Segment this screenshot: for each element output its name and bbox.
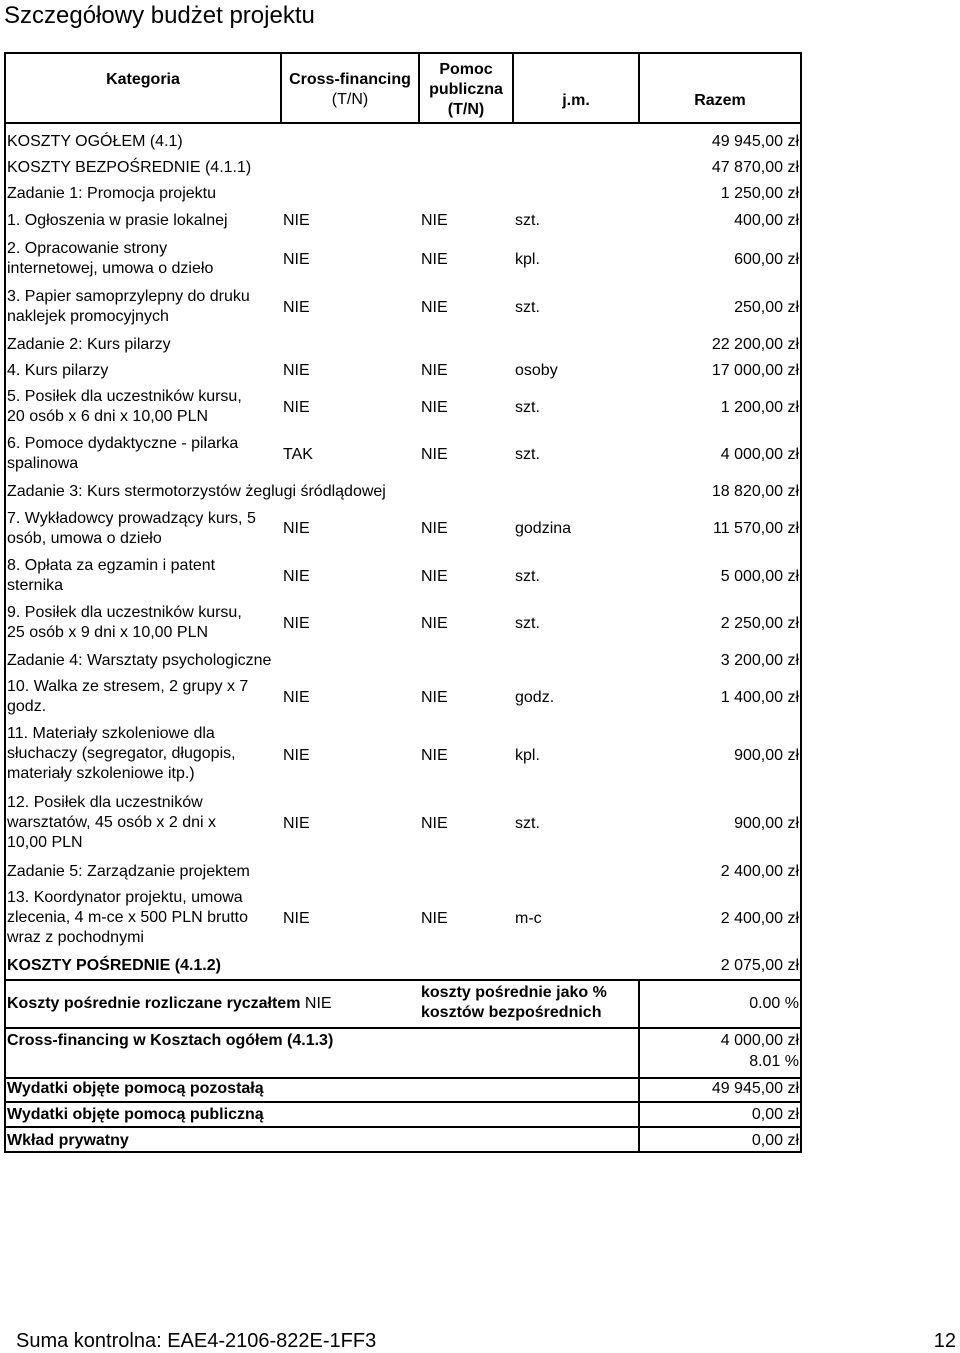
row-jm: kpl.: [515, 747, 540, 764]
row-pomoc: NIE: [421, 910, 448, 927]
row-label: 9. Posiłek dla uczestników kursu, 25 osób x 9 dni x 10,00 PLN: [7, 604, 242, 641]
row-label: KOSZTY BEZPOŚREDNIE (4.1.1): [7, 159, 252, 176]
row-label: KOSZTY OGÓŁEM (4.1): [7, 133, 183, 150]
header-jm: j.m.: [562, 92, 590, 109]
cross-financing-label: Cross-financing w Kosztach ogółem (4.1.3): [7, 1032, 334, 1049]
row-pomoc: NIE: [421, 399, 448, 416]
row-jm: szt.: [515, 299, 540, 316]
row-jm: szt.: [515, 399, 540, 416]
page-title: Szczegółowy budżet projektu: [4, 2, 315, 29]
row-jm: szt.: [515, 568, 540, 585]
row-razem: 900,00 zł: [734, 747, 799, 764]
header-razem: Razem: [694, 92, 746, 109]
page-number: 12: [933, 1330, 956, 1352]
row-label: 12. Posiłek dla uczestników warsztatów, 45 osób x 2 dni x 10,00 PLN: [7, 794, 216, 851]
cross-financing-percent: 8.01 %: [749, 1053, 799, 1070]
row-jm: osoby: [515, 362, 558, 379]
task-heading: Zadanie 5: Zarządzanie projektem: [7, 863, 250, 880]
row-jm: szt.: [515, 212, 540, 229]
row-cross: NIE: [283, 251, 310, 268]
row-razem: 5 000,00 zł: [720, 568, 799, 585]
task-heading: Zadanie 3: Kurs stermotorzystów żeglugi śródlądowej: [7, 483, 386, 500]
row-pomoc: NIE: [421, 747, 448, 764]
row-jm: szt.: [515, 815, 540, 832]
row-label: 11. Materiały szkoleniowe dla słuchaczy (segregator, długopis, materiały szkoleniowe itp.): [7, 725, 236, 782]
pomoc-pozostala-value: 49 945,00 zł: [711, 1080, 799, 1097]
row-label: 6. Pomoce dydaktyczne - pilarka spalinowa: [7, 435, 239, 472]
row-label: 10. Walka ze stresem, 2 grupy x 7 godz.: [7, 678, 249, 715]
row-cross: NIE: [283, 399, 310, 416]
row-razem: 2 400,00 zł: [720, 863, 799, 880]
posrednie-percent: 0.00 %: [749, 995, 799, 1012]
row-razem: 18 820,00 zł: [711, 483, 799, 500]
row-cross: NIE: [283, 815, 310, 832]
row-pomoc: NIE: [421, 446, 448, 463]
row-razem: 4 000,00 zł: [720, 446, 799, 463]
row-label: 13. Koordynator projektu, umowa zlecenia, 4 m-ce x 500 PLN brutto wraz z pochodnymi: [7, 889, 249, 946]
task-heading: Zadanie 4: Warsztaty psychologiczne: [7, 652, 272, 669]
row-razem: 1 200,00 zł: [720, 399, 799, 416]
row-label: 7. Wykładowcy prowadzący kurs, 5 osób, umowa o dzieło: [7, 510, 256, 547]
row-razem: 2 250,00 zł: [720, 615, 799, 632]
row-jm: godzina: [515, 520, 572, 537]
row-label: 8. Opłata za egzamin i patent sternika: [7, 557, 216, 594]
row-pomoc: NIE: [421, 568, 448, 585]
row-razem: 3 200,00 zł: [720, 652, 799, 669]
pomoc-publiczna-value: 0,00 zł: [751, 1106, 799, 1123]
row-pomoc: NIE: [421, 689, 448, 706]
posrednie-note: koszty pośrednie jako % kosztów bezpośrednich: [421, 984, 607, 1021]
row-razem: 250,00 zł: [734, 299, 799, 316]
row-razem: 22 200,00 zł: [711, 336, 799, 353]
row-jm: godz.: [515, 689, 555, 706]
row-pomoc: NIE: [421, 251, 448, 268]
row-label: 1. Ogłoszenia w prasie lokalnej: [7, 212, 228, 229]
row-jm: kpl.: [515, 251, 540, 268]
row-cross: NIE: [283, 615, 310, 632]
row-label: 3. Papier samoprzylepny do druku naklejek promocyjnych: [7, 288, 250, 325]
wklad-prywatny-label: Wkład prywatny: [7, 1132, 129, 1149]
row-razem: 11 570,00 zł: [713, 520, 799, 537]
cross-financing-amount: 4 000,00 zł: [720, 1032, 799, 1049]
row-label: 4. Kurs pilarzy: [7, 362, 109, 379]
row-cross: NIE: [283, 689, 310, 706]
row-cross: NIE: [283, 747, 310, 764]
row-label: 5. Posiłek dla uczestników kursu, 20 osób x 6 dni x 10,00 PLN: [7, 388, 242, 425]
header-cross-financing: Cross-financing (T/N): [289, 71, 411, 108]
wklad-prywatny-value: 0,00 zł: [751, 1132, 799, 1149]
row-razem: 17 000,00 zł: [711, 362, 799, 379]
row-razem: 49 945,00 zł: [711, 133, 799, 150]
row-pomoc: NIE: [421, 362, 448, 379]
pomoc-pozostala-label: Wydatki objęte pomocą pozostałą: [7, 1080, 264, 1097]
row-razem: 1 250,00 zł: [720, 185, 799, 202]
row-label: 2. Opracowanie strony internetowej, umowa o dzieło: [7, 240, 214, 277]
checksum: Suma kontrolna: EAE4-2106-822E-1FF3: [16, 1330, 377, 1352]
row-pomoc: NIE: [421, 212, 448, 229]
task-heading: Zadanie 2: Kurs pilarzy: [7, 336, 171, 353]
header-kategoria: Kategoria: [106, 71, 180, 88]
row-cross: NIE: [283, 910, 310, 927]
row-pomoc: NIE: [421, 815, 448, 832]
row-pomoc: NIE: [421, 299, 448, 316]
row-razem: 400,00 zł: [734, 212, 799, 229]
row-razem: 2 400,00 zł: [720, 910, 799, 927]
row-cross: NIE: [283, 212, 310, 229]
row-cross: NIE: [283, 362, 310, 379]
row-cross: NIE: [283, 568, 310, 585]
row-cross: TAK: [283, 446, 313, 463]
row-pomoc: NIE: [421, 520, 448, 537]
row-razem: 900,00 zł: [734, 815, 799, 832]
row-razem: 47 870,00 zł: [711, 159, 799, 176]
posrednie-row: Koszty pośrednie rozliczane ryczałtem NIE: [7, 995, 332, 1012]
row-jm: szt.: [515, 446, 540, 463]
task-heading: Zadanie 1: Promocja projektu: [7, 185, 216, 202]
row-label: KOSZTY POŚREDNIE (4.1.2): [7, 957, 221, 974]
row-pomoc: NIE: [421, 615, 448, 632]
row-jm: m-c: [515, 910, 542, 927]
pomoc-publiczna-label: Wydatki objęte pomocą publiczną: [7, 1106, 264, 1123]
row-cross: NIE: [283, 299, 310, 316]
row-razem: 2 075,00 zł: [720, 957, 799, 974]
row-jm: szt.: [515, 615, 540, 632]
row-razem: 1 400,00 zł: [720, 689, 799, 706]
row-razem: 600,00 zł: [734, 251, 799, 268]
row-cross: NIE: [283, 520, 310, 537]
header-pomoc-publiczna: Pomoc publiczna (T/N): [429, 61, 503, 118]
